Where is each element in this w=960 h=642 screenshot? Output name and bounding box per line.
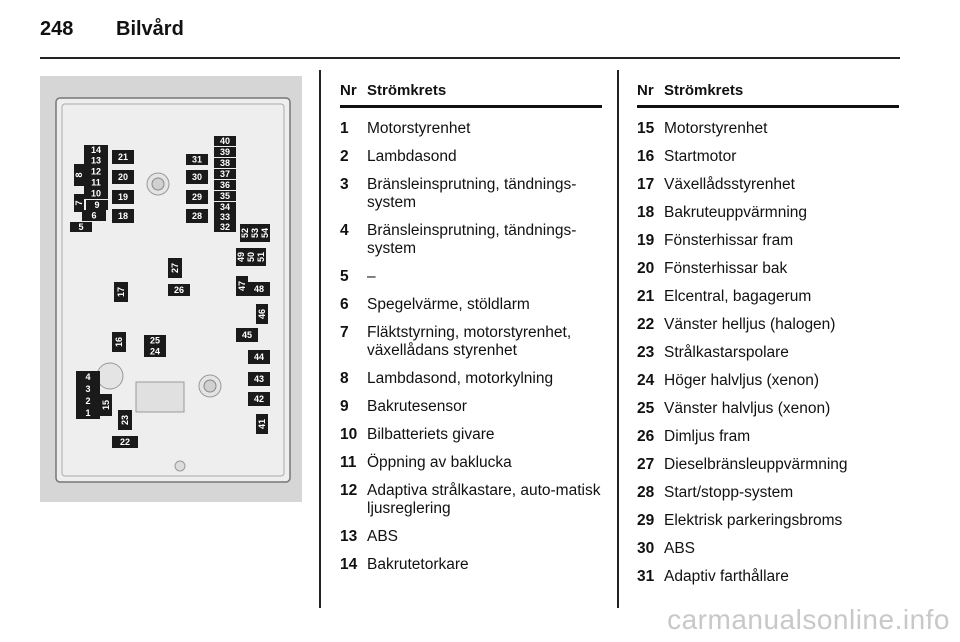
fuse-label-text: 42 bbox=[253, 394, 265, 404]
fuse-label bbox=[76, 371, 100, 383]
fuse-label-text: 30 bbox=[191, 172, 203, 182]
table-row bbox=[340, 176, 602, 212]
fuse-label bbox=[82, 210, 106, 221]
fuse-label bbox=[84, 177, 108, 188]
fuse-number: 1 bbox=[340, 120, 349, 137]
fuse-label bbox=[256, 304, 268, 324]
fuse-label bbox=[86, 200, 108, 210]
fuse-label-text: 15 bbox=[101, 399, 111, 411]
table-row bbox=[637, 204, 899, 222]
circuit-name: Spegelvärme, stöldlarm bbox=[367, 296, 530, 313]
fuse-label bbox=[214, 180, 236, 190]
fuse-number: 7 bbox=[340, 324, 349, 341]
fuse-number: 19 bbox=[637, 232, 655, 249]
fuse-label bbox=[168, 258, 182, 278]
fuse-label bbox=[84, 188, 108, 199]
fuse-label bbox=[214, 169, 236, 179]
fuse-number: 31 bbox=[637, 568, 655, 585]
table-row bbox=[340, 454, 602, 472]
table-row bbox=[637, 372, 899, 390]
fuse-label bbox=[76, 395, 100, 407]
fuse-label-text: 52 bbox=[240, 227, 250, 239]
fuse-label-text: 50 bbox=[246, 251, 256, 263]
fuse-label-text: 20 bbox=[117, 172, 129, 182]
fuse-table-left bbox=[340, 82, 602, 574]
fuse-number: 26 bbox=[637, 428, 655, 445]
header-circuit: Strömkrets bbox=[367, 82, 447, 99]
fuse-label-text: 51 bbox=[256, 251, 266, 263]
fuse-label-text: 53 bbox=[250, 227, 260, 239]
fuse-label-text: 25 bbox=[149, 335, 161, 346]
fuse-number: 24 bbox=[637, 372, 655, 389]
fuse-box-diagram bbox=[40, 76, 302, 502]
circuit-name: Bilbatteriets givare bbox=[367, 426, 495, 443]
fuse-label-text: 31 bbox=[191, 154, 203, 165]
circuit-name: Motorstyrenhet bbox=[664, 120, 768, 137]
fuse-label-text: 17 bbox=[116, 286, 126, 298]
table-row bbox=[637, 120, 899, 138]
fuse-label bbox=[112, 209, 134, 223]
fuse-label-text: 12 bbox=[90, 166, 102, 177]
fuse-label bbox=[76, 383, 100, 395]
fuse-label-text: 36 bbox=[219, 180, 231, 190]
fuse-label bbox=[186, 190, 208, 204]
fuse-label bbox=[100, 394, 112, 416]
circuit-name: Motorstyrenhet bbox=[367, 120, 471, 137]
header-nr: Nr bbox=[637, 82, 654, 99]
fuse-number: 12 bbox=[340, 482, 358, 499]
fuse-label bbox=[118, 410, 132, 430]
header-nr: Nr bbox=[340, 82, 357, 99]
fuse-label bbox=[236, 248, 246, 266]
column-divider-right bbox=[617, 70, 619, 608]
fuse-label-text: 47 bbox=[237, 280, 247, 292]
fuse-label-text: 13 bbox=[90, 155, 102, 166]
table-row bbox=[340, 268, 602, 286]
fuse-number: 13 bbox=[340, 528, 358, 545]
fuse-number: 2 bbox=[340, 148, 349, 165]
circuit-name: Start/stopp-system bbox=[664, 484, 794, 501]
header-circuit: Strömkrets bbox=[664, 82, 744, 99]
fuse-number: 30 bbox=[637, 540, 655, 557]
table-row bbox=[637, 288, 899, 306]
table-row bbox=[637, 148, 899, 166]
fuse-label bbox=[84, 145, 108, 155]
table-row bbox=[340, 398, 602, 416]
circuit-name: Bakruteuppvärmning bbox=[664, 204, 808, 221]
fuse-label-text: 44 bbox=[253, 352, 265, 362]
circuit-name: Startmotor bbox=[664, 148, 737, 165]
fuse-label-text: 54 bbox=[260, 227, 270, 239]
fuse-label bbox=[256, 414, 268, 434]
circuit-name: Dimljus fram bbox=[664, 428, 751, 445]
circuit-name: Adaptiv farthållare bbox=[664, 568, 789, 585]
fuse-label bbox=[112, 190, 134, 204]
fuse-label-text: 7 bbox=[74, 200, 84, 206]
fuse-label bbox=[248, 350, 270, 364]
table-row bbox=[637, 428, 899, 446]
fuse-label bbox=[248, 282, 270, 296]
fuse-number: 20 bbox=[637, 260, 655, 277]
fuse-label bbox=[246, 248, 256, 266]
fuse-label bbox=[214, 136, 236, 146]
circuit-name: Dieselbränsleuppvärmning bbox=[664, 456, 848, 473]
fuse-number: 18 bbox=[637, 204, 655, 221]
fuse-label bbox=[256, 248, 266, 266]
circuit-name: Fönsterhissar fram bbox=[664, 232, 794, 249]
fuse-number: 21 bbox=[637, 288, 655, 305]
fuse-label bbox=[144, 346, 166, 357]
fuse-label-text: 3 bbox=[85, 384, 91, 394]
table-row bbox=[340, 426, 602, 444]
table-row bbox=[340, 482, 602, 518]
fuse-number: 8 bbox=[340, 370, 349, 387]
fuse-number: 10 bbox=[340, 426, 358, 443]
fuse-label bbox=[214, 191, 236, 201]
fuse-label-text: 16 bbox=[114, 336, 124, 348]
circuit-name: Bakrutesensor bbox=[367, 398, 467, 415]
circuit-name: – bbox=[367, 268, 376, 285]
circuit-name: Fläktstyrning, motorstyrenhet, växellådans styrenhet bbox=[367, 324, 572, 359]
fuse-label-text: 11 bbox=[91, 177, 101, 188]
fuse-number: 23 bbox=[637, 344, 655, 361]
fuse-label bbox=[112, 170, 134, 184]
circuit-name: Elcentral, bagagerum bbox=[664, 288, 812, 305]
fuse-label bbox=[144, 335, 166, 346]
table-row bbox=[340, 120, 602, 138]
fuse-box-svg bbox=[40, 76, 302, 502]
fuse-number: 4 bbox=[340, 222, 349, 239]
fuse-label-text: 22 bbox=[119, 437, 131, 447]
fuse-number: 29 bbox=[637, 512, 655, 529]
circuit-name: Vänster helljus (halogen) bbox=[664, 316, 836, 333]
table-header bbox=[340, 82, 602, 108]
fuse-label-text: 33 bbox=[219, 212, 231, 222]
fuse-label bbox=[240, 224, 250, 242]
fuse-label bbox=[186, 170, 208, 184]
table-row bbox=[637, 260, 899, 278]
fuse-label bbox=[236, 328, 258, 342]
table-row bbox=[340, 222, 602, 258]
fuse-label-text: 10 bbox=[90, 188, 102, 199]
fuse-label bbox=[248, 392, 270, 406]
fuse-number: 5 bbox=[340, 268, 349, 285]
fuse-label-text: 1 bbox=[85, 408, 91, 418]
fuse-label bbox=[236, 276, 248, 296]
circuit-name: Öppning av baklucka bbox=[367, 454, 512, 471]
circuit-name: Strålkastarspolare bbox=[664, 344, 789, 361]
table-row bbox=[340, 528, 602, 546]
table-row bbox=[637, 568, 899, 586]
table-rows bbox=[637, 108, 899, 586]
fuse-label-text: 39 bbox=[219, 147, 231, 157]
circuit-name: Vänster halvljus (xenon) bbox=[664, 400, 831, 417]
fuse-label-text: 19 bbox=[117, 192, 129, 202]
watermark: carmanualsonline.info bbox=[667, 604, 950, 635]
fuse-label bbox=[250, 224, 260, 242]
fuse-label bbox=[74, 164, 84, 186]
table-row bbox=[340, 296, 602, 314]
fuse-label-text: 14 bbox=[90, 145, 102, 155]
fuse-label bbox=[186, 209, 208, 223]
fuse-label-text: 41 bbox=[257, 418, 267, 430]
fuse-label-text: 9 bbox=[94, 200, 100, 210]
table-header bbox=[637, 82, 899, 108]
header-rule bbox=[40, 57, 900, 59]
column-divider-left bbox=[319, 70, 321, 608]
fuse-label bbox=[74, 194, 84, 212]
fuse-label-text: 24 bbox=[149, 346, 161, 357]
fuse-number: 3 bbox=[340, 176, 349, 193]
fuse-label bbox=[112, 150, 134, 164]
circuit-name: ABS bbox=[367, 528, 399, 545]
table-row bbox=[637, 456, 899, 474]
fuse-label-text: 27 bbox=[170, 262, 180, 274]
fuse-number: 22 bbox=[637, 316, 655, 333]
fuse-number: 27 bbox=[637, 456, 655, 473]
page-title: Bilvård bbox=[116, 18, 184, 40]
fuse-label bbox=[168, 284, 190, 296]
fuse-label-text: 37 bbox=[219, 169, 231, 179]
fuse-label-text: 4 bbox=[85, 372, 91, 382]
fuse-label bbox=[214, 202, 236, 212]
table-row bbox=[637, 176, 899, 194]
fuse-number: 28 bbox=[637, 484, 655, 501]
page-number: 248 bbox=[40, 18, 74, 40]
circuit-name: Lambdasond, motorkylning bbox=[367, 370, 554, 387]
table-row bbox=[340, 324, 602, 360]
fuse-label-text: 6 bbox=[91, 210, 97, 221]
fuse-label-text: 43 bbox=[253, 374, 265, 384]
circuit-name: Bränsleinsprutning, tändnings-system bbox=[367, 176, 577, 211]
table-row bbox=[340, 148, 602, 166]
fuse-label-text: 35 bbox=[219, 191, 231, 201]
fuse-label bbox=[214, 222, 236, 232]
fuse-label bbox=[248, 372, 270, 386]
table-row bbox=[637, 512, 899, 530]
fuse-label bbox=[214, 212, 236, 222]
circuit-name: Höger halvljus (xenon) bbox=[664, 372, 820, 389]
fuse-label bbox=[112, 436, 138, 448]
fuse-label-text: 28 bbox=[191, 211, 203, 221]
fuse-number: 6 bbox=[340, 296, 349, 313]
fuse-number: 15 bbox=[637, 120, 655, 137]
fuse-label-text: 21 bbox=[117, 152, 129, 162]
fuse-label-text: 49 bbox=[236, 251, 246, 263]
fuse-label-text: 5 bbox=[78, 222, 84, 232]
circuit-name: ABS bbox=[664, 540, 696, 557]
fuse-label bbox=[112, 332, 126, 352]
fuse-label bbox=[260, 224, 270, 242]
table-rows bbox=[340, 108, 602, 574]
table-row bbox=[637, 540, 899, 558]
circuit-name: Adaptiva strålkastare, auto-matisk ljusreglering bbox=[367, 482, 601, 517]
fuse-number: 14 bbox=[340, 556, 358, 573]
fuse-label-text: 23 bbox=[120, 414, 130, 426]
circuit-name: Fönsterhissar bak bbox=[664, 260, 788, 277]
fuse-label bbox=[76, 407, 100, 419]
circuit-name: Bränsleinsprutning, tändnings-system bbox=[367, 222, 577, 257]
fuse-number: 17 bbox=[637, 176, 655, 193]
fuse-label-text: 45 bbox=[241, 330, 253, 340]
circuit-name: Lambdasond bbox=[367, 148, 457, 165]
fuse-label-text: 32 bbox=[219, 222, 231, 232]
fuse-label bbox=[70, 222, 92, 232]
circuit-name: Bakrutetorkare bbox=[367, 556, 469, 573]
fuse-number: 16 bbox=[637, 148, 655, 165]
fuse-label bbox=[84, 166, 108, 177]
fuse-label-text: 26 bbox=[173, 285, 185, 295]
fuse-label-text: 48 bbox=[253, 284, 265, 294]
table-row bbox=[340, 370, 602, 388]
fuse-label-text: 18 bbox=[117, 211, 129, 221]
table-row bbox=[637, 344, 899, 362]
fuse-label bbox=[214, 147, 236, 157]
fuse-number: 9 bbox=[340, 398, 349, 415]
table-row bbox=[637, 316, 899, 334]
fuse-label-text: 38 bbox=[219, 158, 231, 168]
table-row bbox=[637, 400, 899, 418]
fuse-label-text: 46 bbox=[257, 308, 267, 320]
table-row bbox=[637, 484, 899, 502]
fuse-label-text: 8 bbox=[74, 172, 84, 178]
circuit-name: Elektrisk parkeringsbroms bbox=[664, 512, 843, 529]
fuse-label bbox=[84, 155, 108, 166]
table-row bbox=[340, 556, 602, 574]
fuse-label bbox=[114, 282, 128, 302]
fuse-label bbox=[214, 158, 236, 168]
fuse-label-text: 2 bbox=[85, 396, 91, 406]
fuse-table-right bbox=[637, 82, 899, 586]
fuse-label-text: 34 bbox=[219, 202, 231, 212]
fuse-number: 25 bbox=[637, 400, 655, 417]
fuse-label-text: 29 bbox=[191, 192, 203, 202]
fuse-label bbox=[186, 154, 208, 165]
fuse-number: 11 bbox=[340, 454, 357, 471]
fuse-label-text: 40 bbox=[219, 136, 231, 146]
circuit-name: Växellådsstyrenhet bbox=[664, 176, 795, 193]
table-row bbox=[637, 232, 899, 250]
